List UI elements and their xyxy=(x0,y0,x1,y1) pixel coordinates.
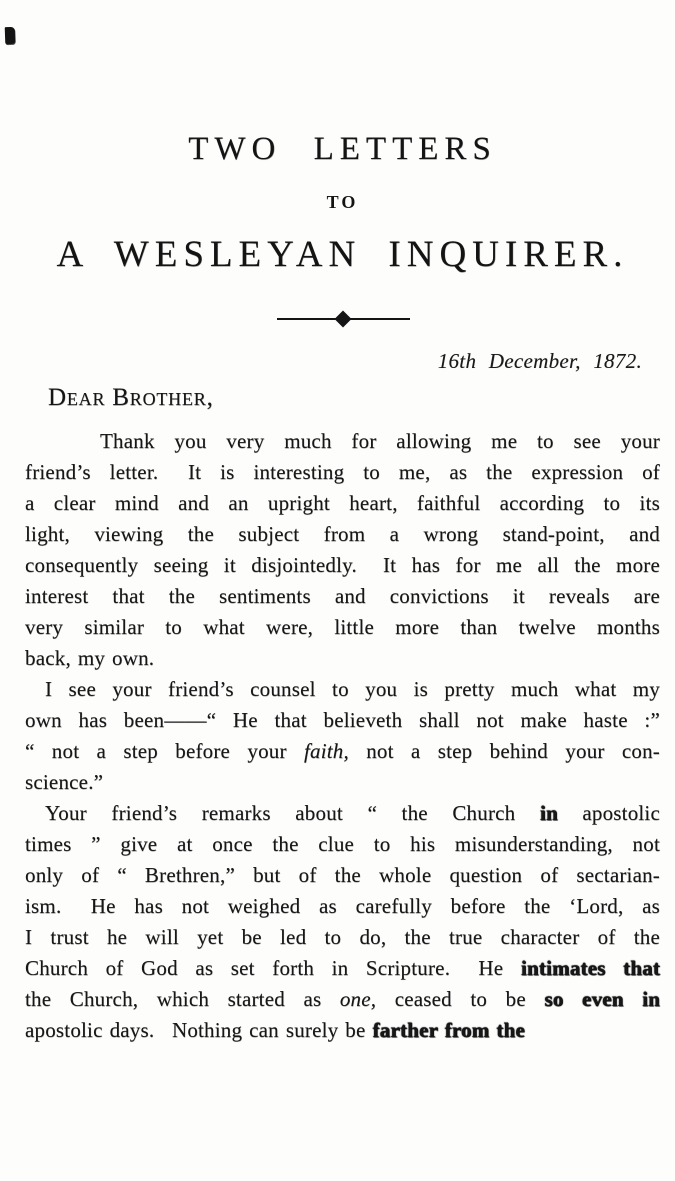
text-run: not a step behind your con- xyxy=(348,739,660,763)
text-run: times ” give at once the clue to his misunderstanding, not xyxy=(25,832,660,856)
text-run: very similar to what were, little more than twelve months xyxy=(25,615,660,639)
body-line xyxy=(25,581,660,612)
text-run: Your friend’s remarks about “ the Church xyxy=(45,801,540,825)
body-line xyxy=(25,550,660,581)
body-line xyxy=(25,798,660,829)
text-run: back, my own. xyxy=(25,646,155,670)
text-run: a clear mind and an upright heart, faithful according to its xyxy=(25,491,660,515)
body-line xyxy=(25,736,660,767)
body-line xyxy=(25,612,660,643)
smudged-word: so even in xyxy=(544,987,660,1011)
text-run: science.” xyxy=(25,770,104,794)
diamond-icon xyxy=(335,311,352,328)
text-run: Thank you very much for allowing me to see your xyxy=(100,429,660,453)
smudged-word: intimates that xyxy=(520,956,660,980)
text-run: interest that the sentiments and convictions it reveals are xyxy=(25,584,660,608)
diamond-rule-divider xyxy=(277,316,410,322)
italic-word: one, xyxy=(339,987,377,1011)
title-connector: TO xyxy=(326,192,359,212)
smudged-word: in xyxy=(539,801,558,825)
body-line xyxy=(25,767,660,798)
text-run: I trust he will yet be led to do, the true character of the xyxy=(25,925,660,949)
text-run: Church of God as set forth in Scripture. He xyxy=(25,956,521,980)
page-title: TWO LETTERS xyxy=(188,131,497,167)
body-line xyxy=(25,488,660,519)
body-line xyxy=(25,643,660,674)
body-line xyxy=(25,1015,660,1046)
smudged-word: farther from the xyxy=(372,1018,525,1042)
text-run: ism. He has not weighed as carefully before the ‘Lord, as xyxy=(25,894,660,918)
text-run: the Church, which started as xyxy=(25,987,340,1011)
letter-date: 16th December, 1872. xyxy=(437,349,642,373)
body-line xyxy=(25,984,660,1015)
body-line xyxy=(25,829,660,860)
body-line xyxy=(25,891,660,922)
text-run: apostolic xyxy=(557,801,660,825)
text-run: apostolic days. Nothing can surely be xyxy=(25,1018,373,1042)
letter-body xyxy=(25,426,660,1046)
body-line xyxy=(25,457,660,488)
body-line xyxy=(25,860,660,891)
text-run: “ not a step before your xyxy=(25,739,304,763)
italic-word: faith, xyxy=(303,739,349,763)
text-run: I see your friend’s counsel to you is pretty much what my xyxy=(45,677,660,701)
text-run: light, viewing the subject from a wrong stand-point, and xyxy=(25,522,660,546)
text-run: only of “ Brethren,” but of the whole question of sectarian- xyxy=(25,863,660,887)
page-subtitle: A WESLEYAN INQUIRER. xyxy=(56,234,629,275)
body-line xyxy=(25,953,660,984)
text-run: ceased to be xyxy=(376,987,545,1011)
text-run: friend’s letter. It is interesting to me, as the expression of xyxy=(25,460,660,484)
salutation: Dear Brother, xyxy=(48,384,214,411)
body-line xyxy=(25,922,660,953)
ink-blot-artifact xyxy=(5,27,16,44)
body-line xyxy=(25,705,660,736)
body-line xyxy=(25,519,660,550)
text-run: consequently seeing it disjointedly. It has for me all the more xyxy=(25,553,660,577)
body-line xyxy=(25,426,660,457)
body-line xyxy=(25,674,660,705)
text-run: own has been——“ He that believeth shall not make haste :” xyxy=(25,708,660,732)
